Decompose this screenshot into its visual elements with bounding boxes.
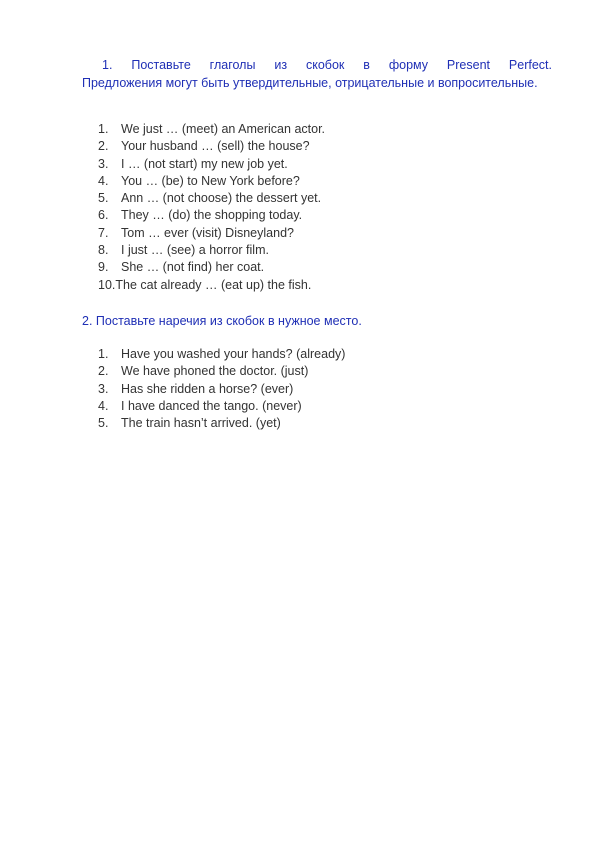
list-item bbox=[98, 242, 325, 259]
item-text: We just … (meet) an American actor. bbox=[121, 122, 326, 136]
item-number: 3. bbox=[98, 381, 109, 396]
item-text: I have danced the tango. (never) bbox=[121, 398, 302, 413]
item-number: 7. bbox=[98, 225, 109, 240]
list-item bbox=[98, 277, 325, 294]
list-item bbox=[98, 156, 325, 173]
list-item bbox=[98, 190, 325, 207]
item-text: Have you washed your hands? (already) bbox=[121, 347, 346, 361]
item-number: 5. bbox=[98, 416, 109, 431]
task-2-list bbox=[98, 346, 345, 432]
item-number: 2. bbox=[98, 364, 109, 379]
item-text: You … (be) to New York before? bbox=[121, 173, 300, 188]
item-text: Ann … (not choose) the dessert yet. bbox=[121, 191, 322, 206]
list-item bbox=[98, 207, 325, 224]
list-item bbox=[98, 381, 345, 398]
item-number: 1. bbox=[98, 347, 109, 361]
list-item bbox=[98, 259, 325, 276]
item-number: 4. bbox=[98, 398, 109, 413]
list-item bbox=[98, 363, 345, 380]
item-number: 8. bbox=[98, 243, 109, 258]
task-2-heading: 2. Поставьте наречия из скобок в нужное место. bbox=[82, 314, 362, 328]
list-item bbox=[98, 138, 325, 155]
item-text: She … (not find) her coat. bbox=[121, 260, 265, 275]
list-item bbox=[98, 173, 325, 190]
item-text: Tom … ever (visit) Disneyland? bbox=[121, 225, 294, 240]
item-text: Your husband … (sell) the house? bbox=[121, 139, 310, 154]
item-number: 4. bbox=[98, 173, 109, 188]
list-item bbox=[98, 415, 345, 432]
item-text: They … (do) the shopping today. bbox=[121, 208, 303, 223]
item-number: 6. bbox=[98, 208, 109, 223]
item-number: 10. bbox=[98, 277, 116, 292]
task-1-list bbox=[98, 121, 325, 294]
item-number: 9. bbox=[98, 260, 109, 275]
item-text: I just … (see) a horror film. bbox=[121, 243, 269, 258]
item-text: The cat already … (eat up) the fish. bbox=[115, 277, 312, 292]
task-1-heading-rest: Предложения могут быть утвердительные, отрицательные и вопросительные. bbox=[82, 76, 538, 90]
task-1-heading-line-1: 1. Поставьте глаголы из скобок в форму Present Perfect. bbox=[102, 58, 552, 72]
item-number: 1. bbox=[98, 122, 109, 136]
item-text: I … (not start) my new job yet. bbox=[121, 156, 288, 171]
list-item bbox=[98, 398, 345, 415]
item-number: 2. bbox=[98, 139, 109, 154]
list-item bbox=[98, 121, 325, 138]
item-text: Has she ridden a horse? (ever) bbox=[121, 381, 294, 396]
task-1-heading bbox=[82, 56, 552, 92]
item-text: We have phoned the doctor. (just) bbox=[121, 364, 309, 379]
item-number: 3. bbox=[98, 156, 109, 171]
item-number: 5. bbox=[98, 191, 109, 206]
list-item bbox=[98, 225, 325, 242]
item-text: The train hasn’t arrived. (yet) bbox=[121, 416, 281, 431]
list-item bbox=[98, 346, 345, 363]
